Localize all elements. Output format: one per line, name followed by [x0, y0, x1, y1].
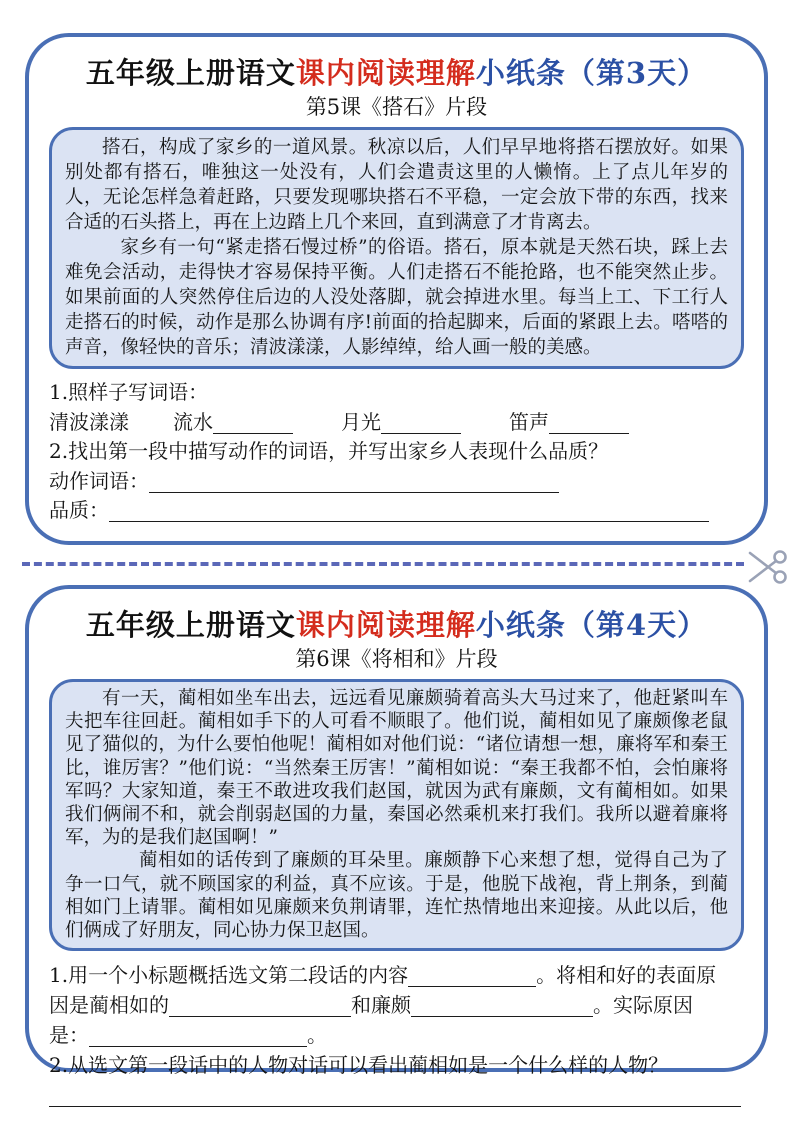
- question-text: 流水: [173, 409, 213, 434]
- question-text: 1.照样子写词语：: [49, 380, 209, 404]
- title-topic-text: 课内阅读理解: [295, 56, 476, 90]
- question-text: 是：: [49, 1023, 89, 1048]
- question-area: [49, 378, 744, 526]
- answer-blank: [411, 997, 593, 1017]
- lesson-subtitle: 第5课《搭石》片段: [305, 95, 488, 119]
- question-text: 和廉颇: [351, 993, 411, 1018]
- question-line: [49, 960, 744, 990]
- question-text: 。: [307, 1023, 327, 1048]
- question-area: [49, 960, 744, 1110]
- answer-blank: [89, 1027, 307, 1047]
- card-title: [47, 607, 746, 643]
- question-line: [49, 378, 744, 408]
- question-text: 动作词语：: [49, 468, 149, 493]
- answer-blank: [549, 414, 629, 434]
- question-text: 笛声: [509, 409, 549, 434]
- answer-blank: [149, 473, 559, 493]
- question-text: 。将相和好的表面原: [536, 963, 717, 988]
- question-text: 2.找出第一段中描写动作的词语，并写出家乡人表现什么品质？: [49, 439, 609, 463]
- question-text: 因是蔺相如的: [49, 993, 169, 1018]
- dashed-cut-line: [22, 562, 744, 566]
- question-text: 1.用一个小标题概括选文第二段话的内容: [49, 963, 409, 988]
- question-line: [49, 467, 744, 497]
- worksheet-card-day4: [25, 585, 768, 1078]
- passage-paragraph: 蔺相如的话传到了廉颇的耳朵里。廉颇静下心来想了想，觉得自己为了争一口气，就不顾国家的利益，真不应该。于是，他脱下战袍，背上荆条，到蔺相如门上请罪。蔺相如见廉颇来负荆请罪，连忙热情地出来迎接。从此以后，他们俩成了好朋友，同心协力保卫赵国。: [65, 850, 728, 942]
- answer-blank: [109, 502, 709, 522]
- question-text: 清波漾漾: [49, 409, 129, 434]
- title-topic-text: 课内阅读理解: [295, 608, 476, 642]
- answer-blank: [49, 1087, 741, 1107]
- passage-paragraph: 搭石，构成了家乡的一道风景。秋凉以后，人们早早地将搭石摆放好。如果别处都有搭石，唯独这一处没有，人们会遣责这里的人懒惰。上了点儿年岁的人，无论怎样急着赶路，只要发现哪块搭石不平稳，一定会放下带的东西，找来合适的石头搭上，再在上边踏上几个来回，直到满意了才肯离去。: [65, 137, 728, 233]
- question-line: [49, 1080, 744, 1110]
- question-text: 月光: [341, 409, 381, 434]
- passage-box: [49, 679, 744, 951]
- answer-blank: [169, 997, 351, 1017]
- worksheet-card-day3: [25, 33, 768, 545]
- question-line: [49, 990, 744, 1020]
- question-line: [49, 437, 744, 467]
- question-text: 。实际原因: [593, 993, 693, 1018]
- title-day-text: 小纸条（第3天）: [475, 56, 708, 90]
- lesson-subtitle: 第6课《将相和》片段: [295, 647, 498, 671]
- answer-blank: [213, 414, 293, 434]
- passage-box: [49, 127, 744, 369]
- title-day-text: 小纸条（第4天）: [475, 608, 708, 642]
- scissors-icon: [747, 548, 791, 586]
- question-text: 2.从选文第一段话中的人物对话可以看出蔺相如是一个什么样的人物？: [49, 1053, 669, 1078]
- passage-paragraph: 家乡有一句“紧走搭石慢过桥”的俗语。搭石，原本就是天然石块，踩上去难免会活动，走得快才容易保持平衡。人们走搭石不能抢路，也不能突然止步。如果前面的人突然停住后边的人没处落脚，就会掉进水里。每当上工、下工行人走搭石的时候，动作是那么协调有序!前面的拾起脚来，后面的紧跟上去。嗒嗒的声音，像轻快的音乐；清波漾漾，人影绰绰，给人画一般的美感。: [65, 237, 728, 358]
- passage-paragraph: 有一天，蔺相如坐车出去，远远看见廉颇骑着高头大马过来了，他赶紧叫车夫把车往回赶。蔺相如手下的人可看不顺眼了。他们说，蔺相如见了廉颇像老鼠见了猫似的，为什么要怕他呢！蔺相如对他们说：“诸位请想一想，廉将军和秦王比，谁厉害？”他们说：“当然秦王厉害！”蔺相如说：“秦王我都不怕，会怕廉将军吗？大家知道，秦王不敢进攻我们赵国，就因为武有廉颇，文有蔺相如。如果我们俩闹不和，就会削弱赵国的力量，秦国必然乘机来打我们。我所以避着廉将军，为的是我们赵国啊！”: [65, 688, 728, 849]
- question-line: [49, 408, 744, 438]
- card-title: [47, 55, 746, 91]
- title-course-text: 五年级上册语文: [85, 56, 296, 90]
- answer-blank: [408, 967, 536, 987]
- question-line: [49, 496, 744, 526]
- question-line: [49, 1020, 744, 1050]
- answer-blank: [381, 414, 461, 434]
- question-text: 品质：: [49, 498, 109, 522]
- cut-divider: [0, 552, 793, 582]
- title-course-text: 五年级上册语文: [85, 608, 296, 642]
- question-line: [49, 1050, 744, 1080]
